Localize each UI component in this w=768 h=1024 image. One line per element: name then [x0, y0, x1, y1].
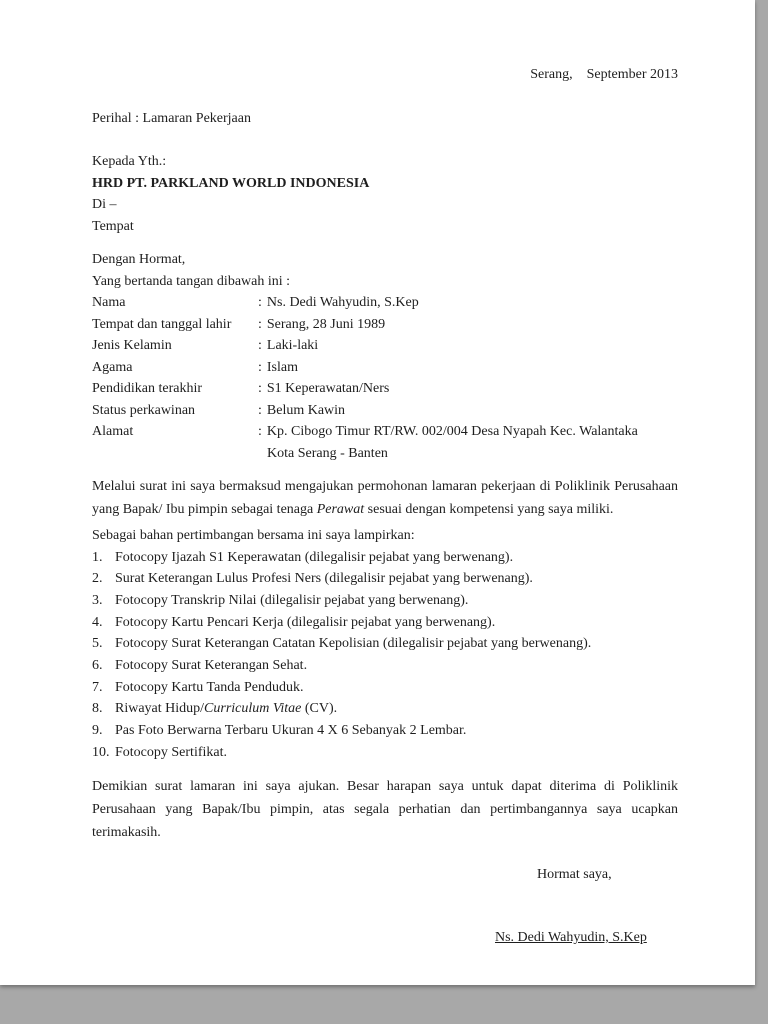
greeting-line: Dengan Hormat, — [92, 252, 186, 267]
recipient-block — [92, 151, 678, 237]
list-item: 4. Fotocopy Kartu Pencari Kerja (dilegalisir pejabat yang berwenang). — [92, 614, 496, 630]
signoff-line: Hormat saya, — [537, 866, 612, 882]
closing-paragraph: Demikian surat lamaran ini saya ajukan. Besar harapan saya untuk dapat diterima di Poliklinik Perusahaan yang Bapak/Ibu pimpin, atas segala perhatian dan pertimbangannya saya ucapkan terimakasih. — [92, 778, 678, 840]
recipient-tempat-line: Tempat — [92, 218, 134, 234]
intent-paragraph-post: sesuai dengan kompetensi yang saya miliki. — [364, 502, 614, 517]
list-item: 9. Pas Foto Berwarna Terbaru Ukuran 4 X 6 Sebanyak 2 Lembar. — [92, 723, 467, 739]
attachments-intro: Sebagai bahan pertimbangan bersama ini saya lampirkan: — [92, 528, 415, 543]
list-item: 8. Riwayat Hidup/Curriculum Vitae (CV). — [92, 701, 338, 717]
recipient-di-line: Di – — [92, 197, 117, 212]
list-item: 3. Fotocopy Transkrip Nilai (dilegalisir pejabat yang berwenang). — [92, 592, 469, 608]
intent-paragraph — [92, 475, 678, 521]
personal-details — [92, 292, 678, 464]
intent-paragraph-pre: Melalui surat ini saya bermaksud mengajukan permohonan lamaran pekerjaan di Poliklinik Perusahaan yang Bapak/ Ibu pimpin sebagai tenaga — [92, 479, 678, 517]
list-item: 7. Fotocopy Kartu Tanda Penduduk. — [92, 679, 304, 695]
intent-paragraph-italic: Perawat — [316, 502, 365, 517]
detail-row-agama: Agama : Islam — [92, 359, 298, 375]
signature-name: Ns. Dedi Wahyudin, S.Kep — [495, 930, 647, 946]
list-item: 6. Fotocopy Surat Keterangan Sehat. — [92, 658, 308, 674]
date-line: Serang, September 2013 — [530, 67, 678, 82]
list-item: 10. Fotocopy Sertifikat. — [92, 744, 227, 760]
greeting-block — [92, 249, 678, 292]
list-item: 5. Fotocopy Surat Keterangan Catatan Kepolisian (dilegalisir pejabat yang berwenang). — [92, 636, 592, 652]
detail-alamat-line2: Kota Serang - Banten — [267, 445, 388, 461]
list-item: 1. Fotocopy Ijazah S1 Keperawatan (dilegalisir pejabat yang berwenang). — [92, 549, 514, 565]
detail-row-alamat: Alamat : Kp. Cibogo Timur RT/RW. 002/004 Desa Nyapah Kec. Walantaka — [92, 424, 638, 439]
list-item: 2. Surat Keterangan Lulus Profesi Ners (dilegalisir pejabat yang berwenang). — [92, 571, 533, 587]
intro-line: Yang bertanda tangan dibawah ini : — [92, 273, 291, 289]
detail-row-nama: Nama : Ns. Dedi Wahyudin, S.Kep — [92, 295, 419, 310]
detail-row-status: Status perkawinan : Belum Kawin — [92, 402, 346, 418]
subject-line: Perihal : Lamaran Pekerjaan — [92, 110, 251, 126]
recipient-company: HRD PT. PARKLAND WORLD INDONESIA — [92, 175, 370, 191]
recipient-salutation: Kepada Yth.: — [92, 154, 167, 169]
detail-row-ttl: Tempat dan tanggal lahir : Serang, 28 Juni 1989 — [92, 316, 386, 332]
detail-row-jenis-kelamin: Jenis Kelamin : Laki-laki — [92, 338, 319, 353]
attachments-list — [92, 547, 678, 764]
detail-row-pendidikan: Pendidikan terakhir : S1 Keperawatan/Ners — [92, 381, 390, 396]
